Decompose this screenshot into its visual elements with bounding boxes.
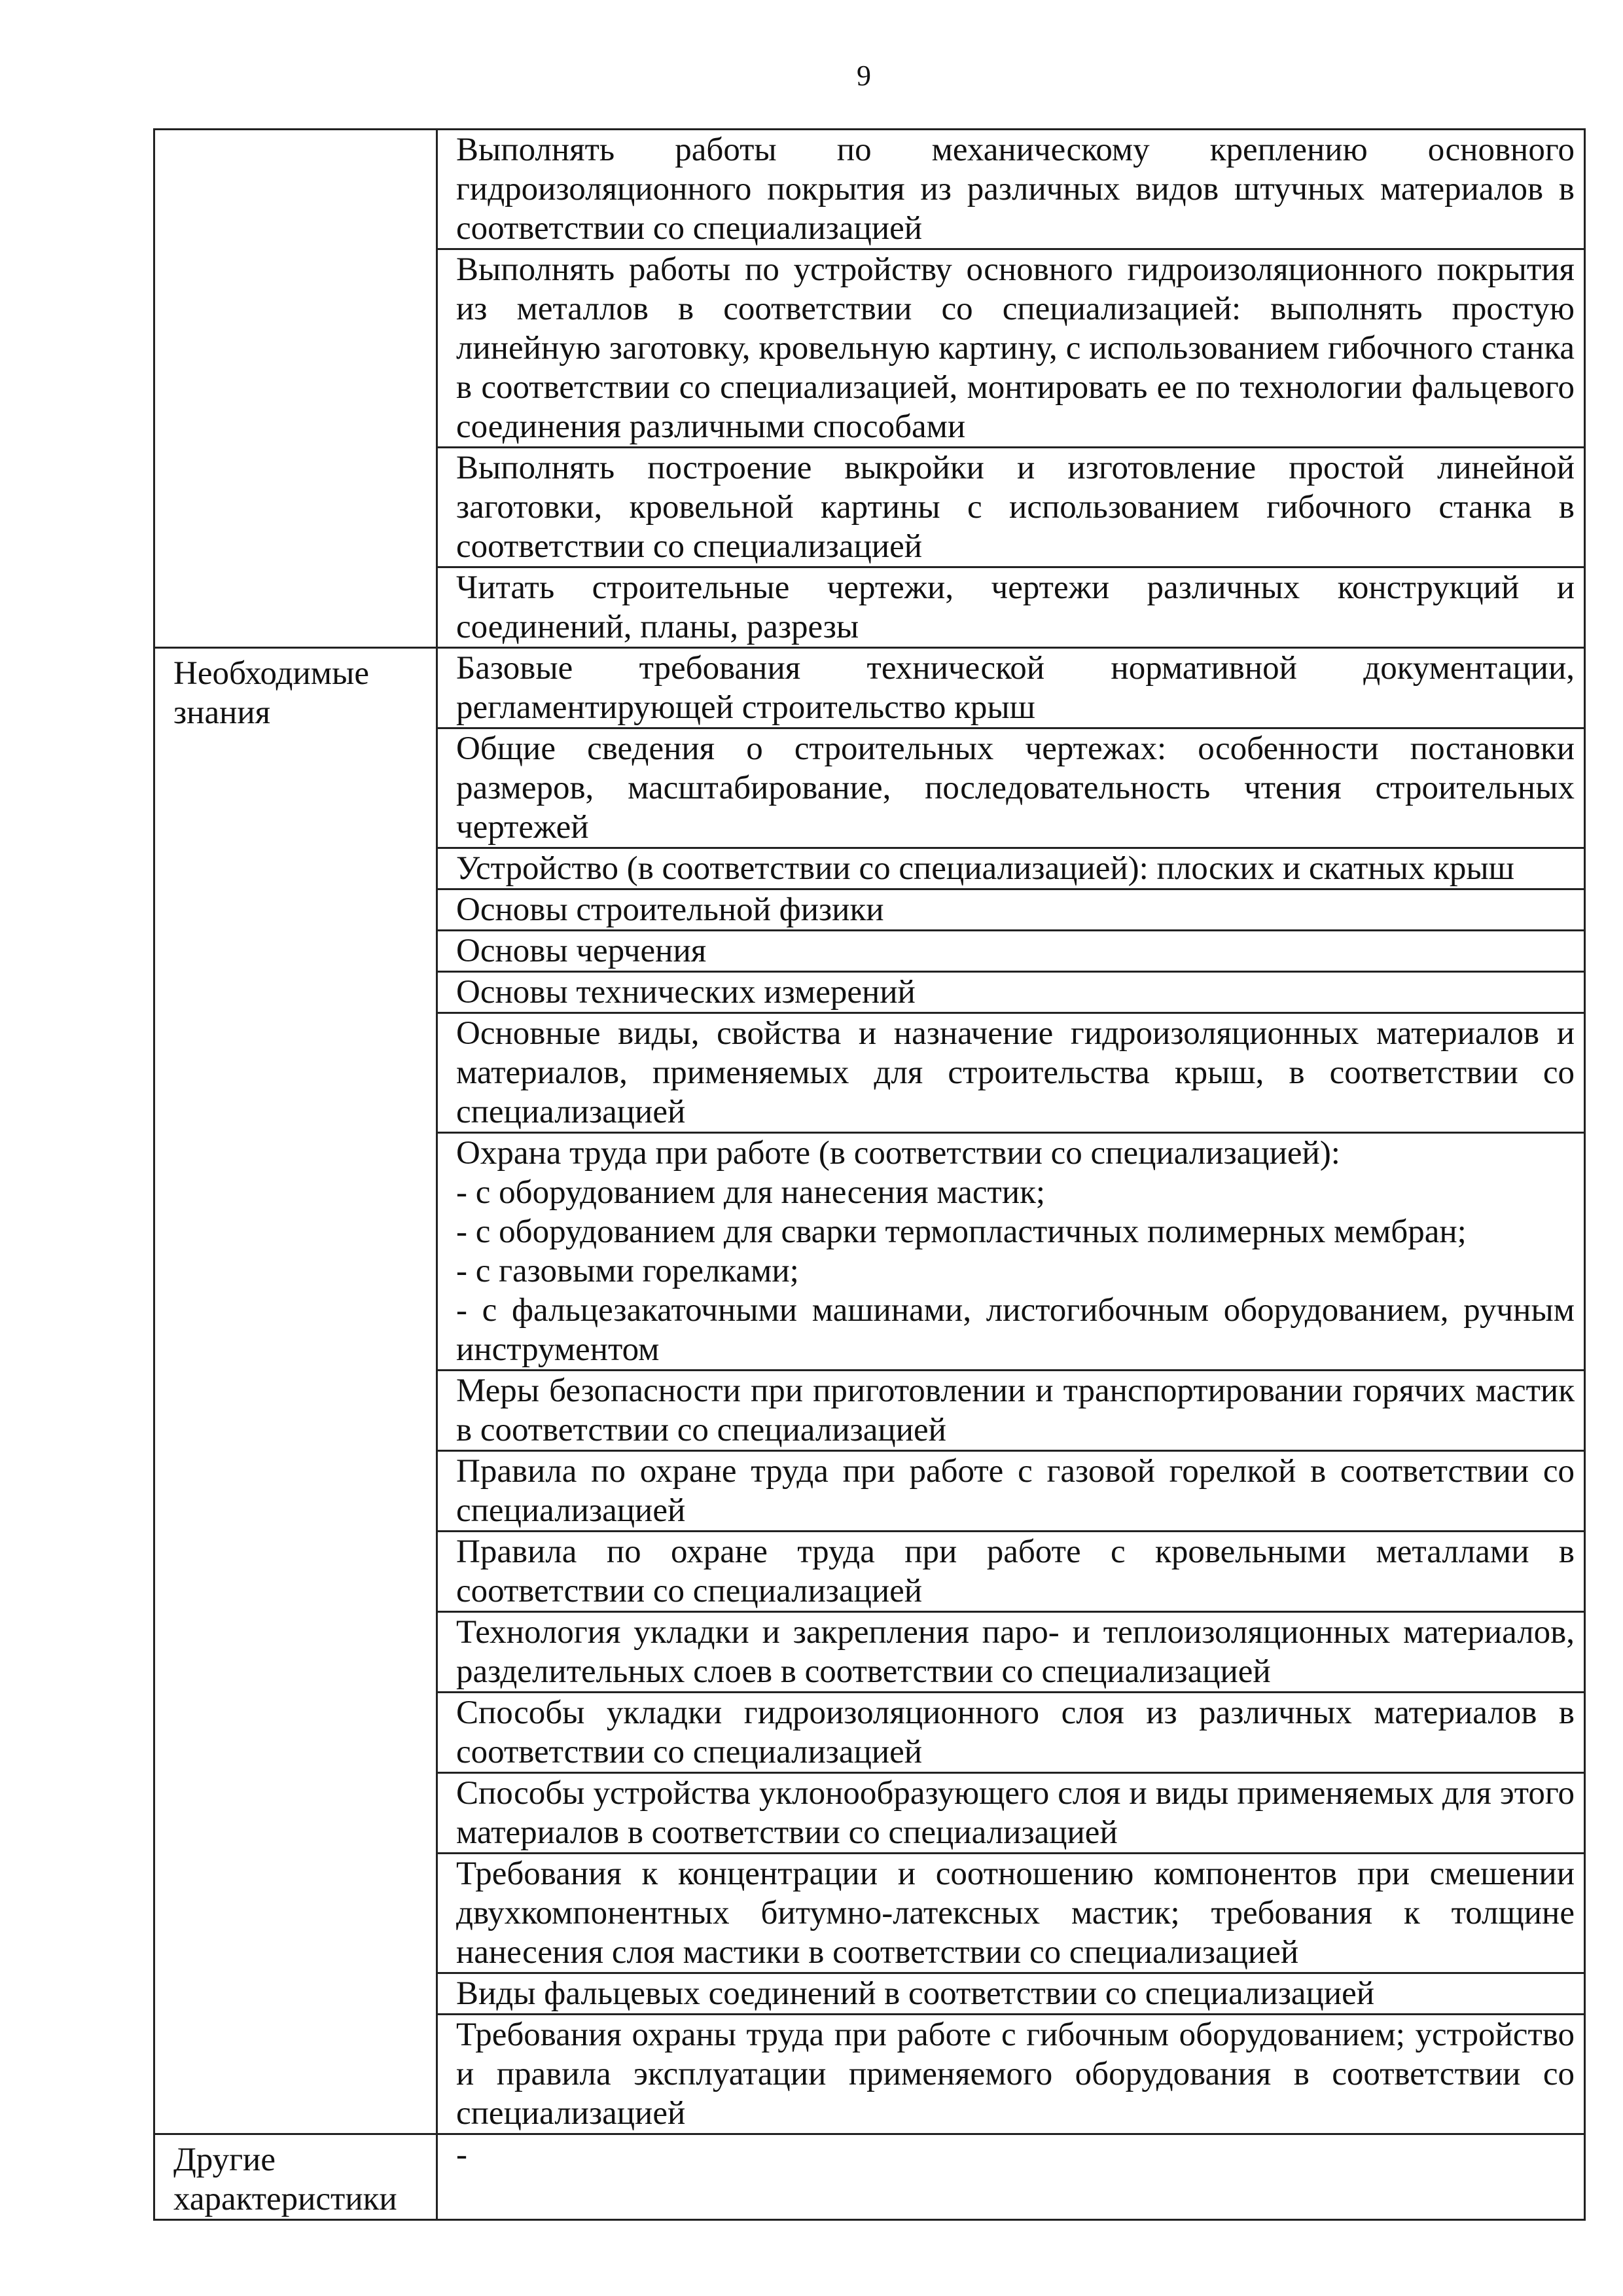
table-cell: Читать строительные чертежи, чертежи различных конструкций и соединений, планы, разрезы	[437, 567, 1585, 648]
table-row	[154, 130, 1585, 249]
table-cell: Основные виды, свойства и назначение гидроизоляционных материалов и материалов, применяемых для строительства крыш, в соответствии со специализацией	[437, 1013, 1585, 1133]
table-cell: Требования охраны труда при работе с гибочным оборудованием; устройство и правила эксплуатации применяемого оборудования в соответствии со специализацией	[437, 2015, 1585, 2134]
table-cell: Виды фальцевых соединений в соответствии со специализацией	[437, 1973, 1585, 2015]
table-cell: Выполнять работы по устройству основного гидроизоляционного покрытия из металлов в соответствии со специализацией: выполнять простую линейную заготовку, кровельную картину, с использованием гибочного станка в соответствии со специализацией, монтировать ее по технологии фальцевого соединения различными способами	[437, 249, 1585, 448]
safety-line: - с фальцезакаточными машинами, листогибочным оборудованием, ручным инструментом	[456, 1292, 1575, 1368]
table-cell: Основы строительной физики	[437, 889, 1585, 931]
table-cell: Базовые требования технической нормативной документации, регламентирующей строительство крыш	[437, 648, 1585, 728]
table-cell: Технология укладки и закрепления паро- и теплоизоляционных материалов, разделительных слоев в соответствии со специализацией	[437, 1612, 1585, 1693]
other-value: -	[437, 2134, 1585, 2220]
table-cell: Основы технических измерений	[437, 972, 1585, 1013]
table-cell: Правила по охране труда при работе с кровельными металлами в соответствии со специализацией	[437, 1532, 1585, 1612]
table-row	[154, 648, 1585, 728]
knowledge-label: Необходимые знания	[154, 648, 437, 2134]
safety-cell	[437, 1133, 1585, 1371]
table-cell: Выполнять построение выкройки и изготовление простой линейной заготовки, кровельной картины с использованием гибочного станка в соответствии со специализацией	[437, 448, 1585, 567]
table-cell: Устройство (в соответствии со специализацией): плоских и скатных крыш	[437, 848, 1585, 889]
table-cell: Основы черчения	[437, 931, 1585, 972]
page-number: 9	[857, 60, 871, 92]
safety-line: - с оборудованием для сварки термопластичных полимерных мембран;	[456, 1213, 1467, 1250]
label-cell-empty	[154, 130, 437, 648]
table-cell: Способы устройства уклонообразующего слоя и виды применяемых для этого материалов в соответствии со специализацией	[437, 1773, 1585, 1854]
table-row	[154, 2134, 1585, 2220]
safety-line: - с газовыми горелками;	[456, 1253, 799, 1289]
other-label: Другие характеристики	[154, 2134, 437, 2220]
safety-intro: Охрана труда при работе (в соответствии со специализацией):	[456, 1135, 1340, 1172]
table-cell: Способы укладки гидроизоляционного слоя из различных материалов в соответствии со специализацией	[437, 1693, 1585, 1773]
table-cell: Общие сведения о строительных чертежах: особенности постановки размеров, масштабирование, последовательность чтения строительных чертежей	[437, 728, 1585, 848]
qualification-table	[153, 128, 1586, 2221]
table-cell: Правила по охране труда при работе с газовой горелкой в соответствии со специализацией	[437, 1451, 1585, 1532]
table-cell: Требования к концентрации и соотношению компонентов при смешении двухкомпонентных битумно-латексных мастик; требования к толщине нанесения слоя мастики в соответствии со специализацией	[437, 1854, 1585, 1973]
table-cell: Выполнять работы по механическому креплению основного гидроизоляционного покрытия из различных видов штучных материалов в соответствии со специализацией	[437, 130, 1585, 249]
safety-line: - с оборудованием для нанесения мастик;	[456, 1174, 1046, 1211]
table-cell: Меры безопасности при приготовлении и транспортировании горячих мастик в соответствии со специализацией	[437, 1371, 1585, 1451]
